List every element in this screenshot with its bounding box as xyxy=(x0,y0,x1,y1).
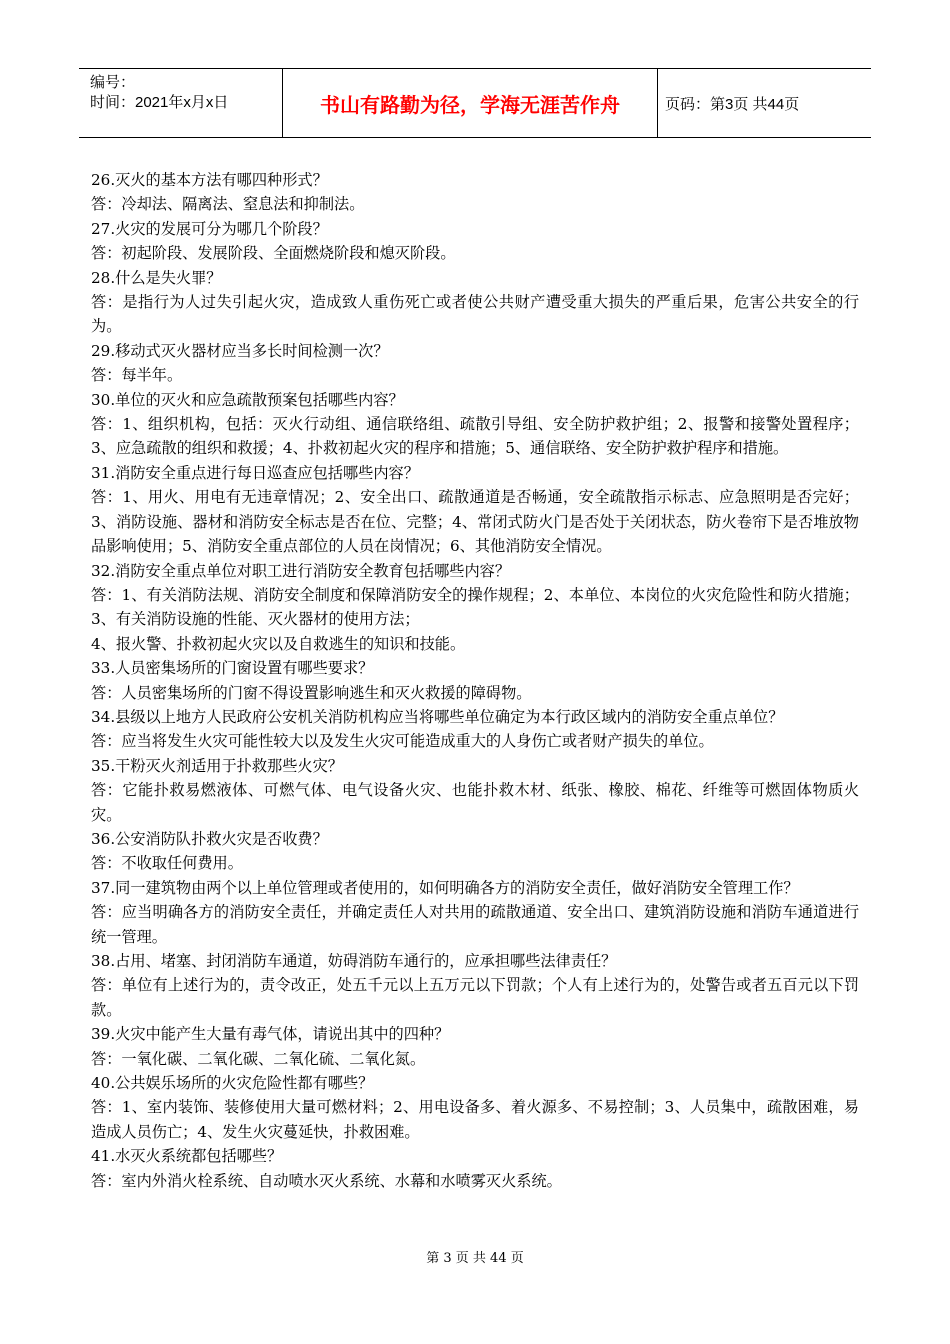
answer-line: 答：应当明确各方的消防安全责任，并确定责任人对共用的疏散通道、安全出口、建筑消防设施和消防车通道进行统一管理。 xyxy=(91,903,859,946)
document-date: 时间：2021年x月x日 xyxy=(90,94,229,111)
question-line: 26.灭火的基本方法有哪四种形式？ xyxy=(91,171,328,189)
answer-line: 答：单位有上述行为的，责令改正，处五千元以上五万元以下罚款；个人有上述行为的，处警告或者五百元以下罚款。 xyxy=(91,976,859,1019)
answer-line: 答：1、用火、用电有无违章情况；2、安全出口、疏散通道是否畅通，安全疏散指示标志、应急照明是否完好；3、消防设施、器材和消防安全标志是否在位、完整；4、常闭式防火门是否处于关闭状态，防火卷帘下是否堆放物品影响使用；5、消防安全重点部位的人员在岗情况；6、其他消防安全情况。 xyxy=(91,488,859,556)
answer-line: 答：冷却法、隔离法、窒息法和抑制法。 xyxy=(91,195,365,214)
answer-line: 4、报火警、扑救初起火灾以及自救逃生的知识和技能。 xyxy=(91,634,466,653)
page-header xyxy=(79,68,871,138)
answer-line: 答：人员密集场所的门窗不得设置影响逃生和灭火救援的障碍物。 xyxy=(91,683,532,702)
question-line: 37.同一建筑物由两个以上单位管理或者使用的，如何明确各方的消防安全责任，做好消防安全管理工作？ xyxy=(91,878,799,897)
question-line: 30.单位的灭火和应急疏散预案包括哪些内容？ xyxy=(91,390,404,409)
question-line: 31.消防安全重点进行每日巡查应包括哪些内容？ xyxy=(91,463,419,482)
header-motto: 书山有路勤为径，学海无涯苦作舟 xyxy=(283,69,658,137)
answer-line: 答：应当将发生火灾可能性较大以及发生火灾可能造成重大的人身伤亡或者财产损失的单位。 xyxy=(91,732,714,751)
answer-line: 答：初起阶段、发展阶段、全面燃烧阶段和熄灭阶段。 xyxy=(91,244,456,263)
header-page-info: 页码：第3页 共44页 xyxy=(665,95,800,113)
answer-line: 答：室内外消火栓系统、自动喷水灭火系统、水幕和水喷雾灭火系统。 xyxy=(91,1171,562,1190)
answer-line: 答：每半年。 xyxy=(91,366,183,385)
answer-line: 答：一氧化碳、二氧化碳、二氧化硫、二氧化氮。 xyxy=(91,1049,426,1068)
answer-line: 答：不收取任何费用。 xyxy=(91,854,243,873)
question-line: 32.消防安全重点单位对职工进行消防安全教育包括哪些内容？ xyxy=(91,561,511,580)
answer-line: 答：1、室内装饰、装修使用大量可燃材料；2、用电设备多、着火源多、不易控制；3、人员集中，疏散困难，易造成人员伤亡；4、发生火灾蔓延快，扑救困难。 xyxy=(91,1098,859,1141)
question-line: 38.占用、堵塞、封闭消防车通道，妨碍消防车通行的，应承担哪些法律责任？ xyxy=(91,952,617,970)
question-line: 33.人员密集场所的门窗设置有哪些要求？ xyxy=(91,659,374,678)
question-line: 39.火灾中能产生大量有毒气体，请说出其中的四种？ xyxy=(91,1025,450,1044)
header-meta xyxy=(79,69,283,137)
document-body xyxy=(91,168,859,1193)
page-footer: 第 3 页 共 44 页 xyxy=(426,1251,524,1266)
question-line: 28.什么是失火罪？ xyxy=(91,268,222,287)
question-line: 27.火灾的发展可分为哪几个阶段？ xyxy=(91,219,328,238)
question-line: 35.干粉灭火剂适用于扑救那些火灾？ xyxy=(91,756,343,775)
answer-line: 答：它能扑救易燃液体、可燃气体、电气设备火灾、也能扑救木材、纸张、橡胶、棉花、纤维等可燃固体物质火灾。 xyxy=(91,781,859,824)
question-line: 34.县级以上地方人民政府公安机关消防机构应当将哪些单位确定为本行政区域内的消防安全重点单位？ xyxy=(91,707,784,726)
question-line: 40.公共娱乐场所的火灾危险性都有哪些？ xyxy=(91,1074,374,1093)
question-line: 36.公安消防队扑救火灾是否收费？ xyxy=(91,829,328,848)
answer-line: 答：1、组织机构，包括：灭火行动组、通信联络组、疏散引导组、安全防护救护组；2、报警和接警处置程序；3、应急疏散的组织和救援；4、扑救初起火灾的程序和措施；5、通信联络、安全防护救护程序和措施。 xyxy=(91,415,859,458)
document-number: 编号： xyxy=(90,74,136,91)
answer-line: 答：1、有关消防法规、消防安全制度和保障消防安全的操作规程；2、本单位、本岗位的火灾危险性和防火措施；3、有关消防设施的性能、灭火器材的使用方法； xyxy=(91,585,859,629)
answer-line: 答：是指行为人过失引起火灾，造成致人重伤死亡或者使公共财产遭受重大损失的严重后果，危害公共安全的行为。 xyxy=(91,293,859,336)
question-line: 29.移动式灭火器材应当多长时间检测一次？ xyxy=(91,341,389,360)
question-line: 41.水灭火系统都包括哪些？ xyxy=(91,1147,283,1166)
